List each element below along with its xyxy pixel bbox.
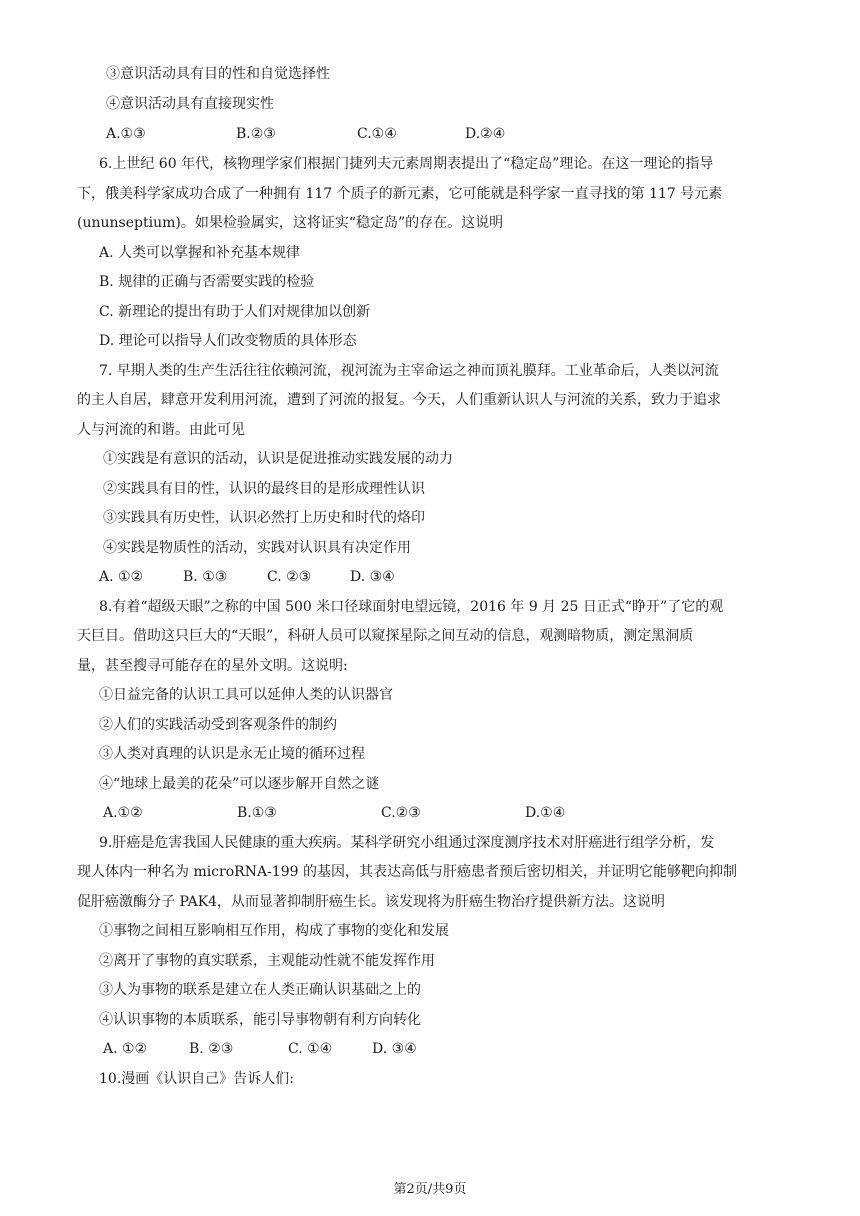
q7-option-a: A. ①② bbox=[99, 569, 144, 585]
q6-option-d: D. 理论可以指导人们改变物质的具体形态 bbox=[99, 333, 357, 349]
q8-statement-2: ②人们的实践活动受到客观条件的制约 bbox=[99, 717, 337, 733]
q7-option-d: D. ③④ bbox=[350, 569, 395, 585]
q9-stem-line-1: 9.肝癌是危害我国人民健康的重大疾病。某科学研究小组通过深度测序技术对肝癌进行组学分析，发 bbox=[99, 835, 715, 851]
q6-option-c: C. 新理论的提出有助于人们对规律加以创新 bbox=[99, 304, 371, 320]
q7-statement-4: ④实践是物质性的活动，实践对认识具有决定作用 bbox=[103, 540, 411, 556]
q9-statement-1: ①事物之间相互影响相互作用，构成了事物的变化和发展 bbox=[99, 923, 449, 939]
q7-stem-line-1: 7. 早期人类的生产生活往往依赖河流，视河流为主宰命运之神而顶礼膜拜。工业革命后，人类以河流 bbox=[99, 363, 719, 379]
q5-option-a: A.①③ bbox=[106, 126, 146, 142]
q8-option-b: B.①③ bbox=[237, 805, 277, 821]
q9-option-a: A. ①② bbox=[103, 1041, 148, 1057]
q9-option-c: C. ①④ bbox=[288, 1041, 333, 1057]
q6-option-a: A. 人类可以掌握和补充基本规律 bbox=[99, 245, 301, 261]
q6-stem-line-2: 下，俄美科学家成功合成了一种拥有 117 个质子的新元素，它可能就是科学家一直寻找的第 117 号元素 bbox=[77, 186, 723, 202]
q5-statement-4: ④意识活动具有直接现实性 bbox=[106, 96, 274, 112]
q5-option-d: D.②④ bbox=[465, 126, 506, 142]
q10-stem: 10.漫画《认识自己》告诉人们: bbox=[99, 1071, 294, 1087]
q8-option-d: D.①④ bbox=[525, 805, 566, 821]
q7-statement-2: ②实践具有目的性，认识的最终目的是形成理性认识 bbox=[103, 481, 425, 497]
q8-option-c: C.②③ bbox=[381, 805, 421, 821]
q9-stem-line-3: 促肝癌激酶分子 PAK4，从而显著抑制肝癌生长。该发现将为肝癌生物治疗提供新方法。这说明 bbox=[77, 894, 666, 910]
q7-option-c: C. ②③ bbox=[267, 569, 312, 585]
q8-stem-line-1: 8.有着“超级天眼”之称的中国 500 米口径球面射电望远镜，2016 年 9 月 25 日正式“睁开”了它的观 bbox=[99, 599, 724, 615]
q9-statement-3: ③人为事物的联系是建立在人类正确认识基础之上的 bbox=[99, 982, 421, 998]
q8-statement-4: ④“地球上最美的花朵”可以逐步解开自然之谜 bbox=[99, 776, 380, 792]
q9-option-b: B. ②③ bbox=[189, 1041, 234, 1057]
q9-statement-4: ④认识事物的本质联系，能引导事物朝有利方向转化 bbox=[99, 1012, 421, 1028]
q8-stem-line-2: 天巨目。借助这只巨大的“天眼”，科研人员可以窥探星际之间互动的信息，观测暗物质，测定黑洞质 bbox=[77, 628, 694, 644]
q5-statement-3: ③意识活动具有目的性和自觉选择性 bbox=[106, 66, 330, 82]
q7-stem-line-2: 的主人自居，肆意开发利用河流，遭到了河流的报复。今天，人们重新认识人与河流的关系，致力于追求 bbox=[77, 392, 721, 408]
q9-option-d: D. ③④ bbox=[372, 1041, 417, 1057]
q8-option-a: A.①② bbox=[103, 805, 143, 821]
page-number: 第2页/共9页 bbox=[393, 1182, 467, 1197]
q5-option-c: C.①④ bbox=[357, 126, 397, 142]
q6-stem-line-3: (ununseptium)。如果检验属实，这将证实“稳定岛”的存在。这说明 bbox=[77, 215, 504, 231]
q8-stem-line-3: 量，甚至搜寻可能存在的星外文明。这说明: bbox=[77, 658, 348, 674]
q7-statement-1: ①实践是有意识的活动，认识是促进推动实践发展的动力 bbox=[103, 451, 453, 467]
q8-statement-3: ③人类对真理的认识是永无止境的循环过程 bbox=[99, 746, 365, 762]
q7-stem-line-3: 人与河流的和谐。由此可见 bbox=[77, 422, 245, 438]
q6-option-b: B. 规律的正确与否需要实践的检验 bbox=[99, 274, 315, 290]
q9-stem-line-2: 现人体内一种名为 microRNA-199 的基因，其表达高低与肝癌患者预后密切相关，并证明它能够靶向抑制 bbox=[77, 864, 737, 880]
q9-statement-2: ②离开了事物的真实联系，主观能动性就不能发挥作用 bbox=[99, 953, 435, 969]
q5-option-b: B.②③ bbox=[236, 126, 276, 142]
q6-stem-line-1: 6.上世纪 60 年代，核物理学家们根据门捷列夫元素周期表提出了“稳定岛”理论。在这一理论的指导 bbox=[99, 156, 714, 172]
q7-statement-3: ③实践具有历史性，认识必然打上历史和时代的烙印 bbox=[103, 510, 425, 526]
q7-option-b: B. ①③ bbox=[183, 569, 228, 585]
q8-statement-1: ①日益完备的认识工具可以延伸人类的认识器官 bbox=[99, 687, 393, 703]
